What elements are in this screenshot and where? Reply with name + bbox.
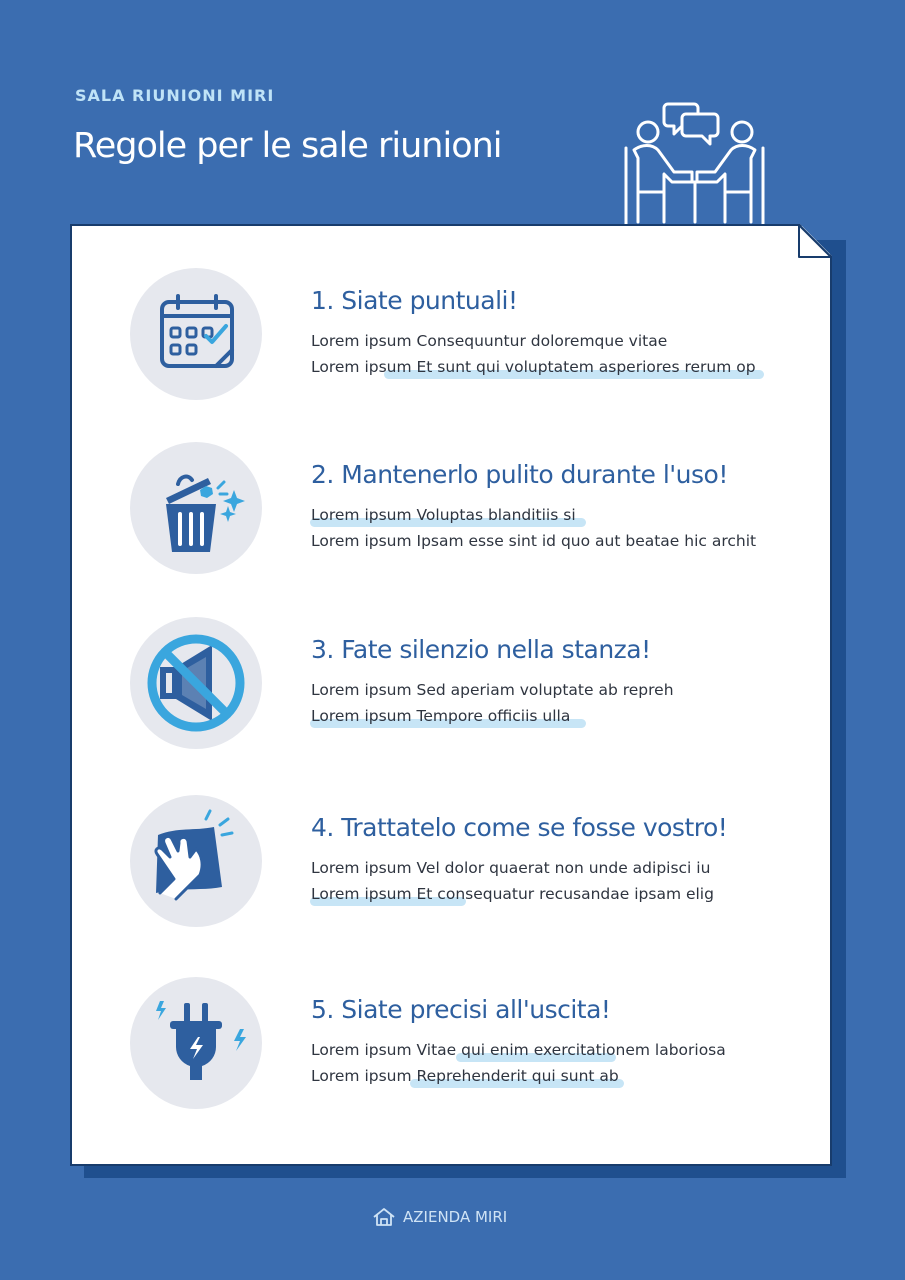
rule-item (130, 617, 770, 757)
power-plug-icon (130, 977, 262, 1109)
rule-title: 3. Fate silenzio nella stanza! (311, 635, 651, 664)
house-logo-icon (372, 1207, 396, 1227)
rule-icon-circle (130, 268, 262, 400)
rule-text-line: Lorem ipsum Vel dolor quaerat non unde adipisci iu (311, 859, 711, 877)
rule-text-line: Lorem ipsum Et consequatur recusandae ipsam elig (311, 885, 714, 903)
rule-icon-circle (130, 795, 262, 927)
rule-item (130, 977, 770, 1117)
eyebrow-label: SALA RIUNIONI MIRI (75, 86, 275, 105)
rule-item (130, 442, 770, 582)
no-speaker-icon (130, 617, 262, 749)
page-fold-corner (798, 224, 832, 258)
rule-text-line: Lorem ipsum Ipsam esse sint id quo aut beatae hic archit (311, 532, 757, 550)
page-title: Regole per le sale riunioni (73, 126, 502, 166)
rule-item (130, 268, 770, 408)
rule-text-line: Lorem ipsum Sed aperiam voluptate ab repreh (311, 681, 674, 699)
rule-title: 4. Trattatelo come se fosse vostro! (311, 813, 728, 842)
hand-wiping-icon (130, 795, 262, 927)
footer-brand (372, 1207, 507, 1227)
trash-bin-icon (130, 442, 262, 574)
rule-item (130, 795, 770, 935)
rule-text-line: Lorem ipsum Consequuntur doloremque vitae (311, 332, 668, 350)
rule-text-line: Lorem ipsum Vitae qui enim exercitationem laboriosa (311, 1041, 726, 1059)
rule-text-line: Lorem ipsum Et sunt qui voluptatem asperiores rerum op (311, 358, 756, 376)
meeting-conversation-icon (622, 98, 767, 228)
rule-icon-circle (130, 977, 262, 1109)
rule-title: 2. Mantenerlo pulito durante l'uso! (311, 460, 728, 489)
rule-text-line: Lorem ipsum Voluptas blanditiis si (311, 506, 576, 524)
rule-text-line: Lorem ipsum Reprehenderit qui sunt ab (311, 1067, 619, 1085)
rule-title: 1. Siate puntuali! (311, 286, 518, 315)
brand-name: AZIENDA MIRI (403, 1208, 508, 1226)
rule-title: 5. Siate precisi all'uscita! (311, 995, 611, 1024)
calendar-icon (130, 268, 262, 400)
rule-icon-circle (130, 442, 262, 574)
rule-icon-circle (130, 617, 262, 749)
rule-text-line: Lorem ipsum Tempore officiis ulla (311, 707, 571, 725)
